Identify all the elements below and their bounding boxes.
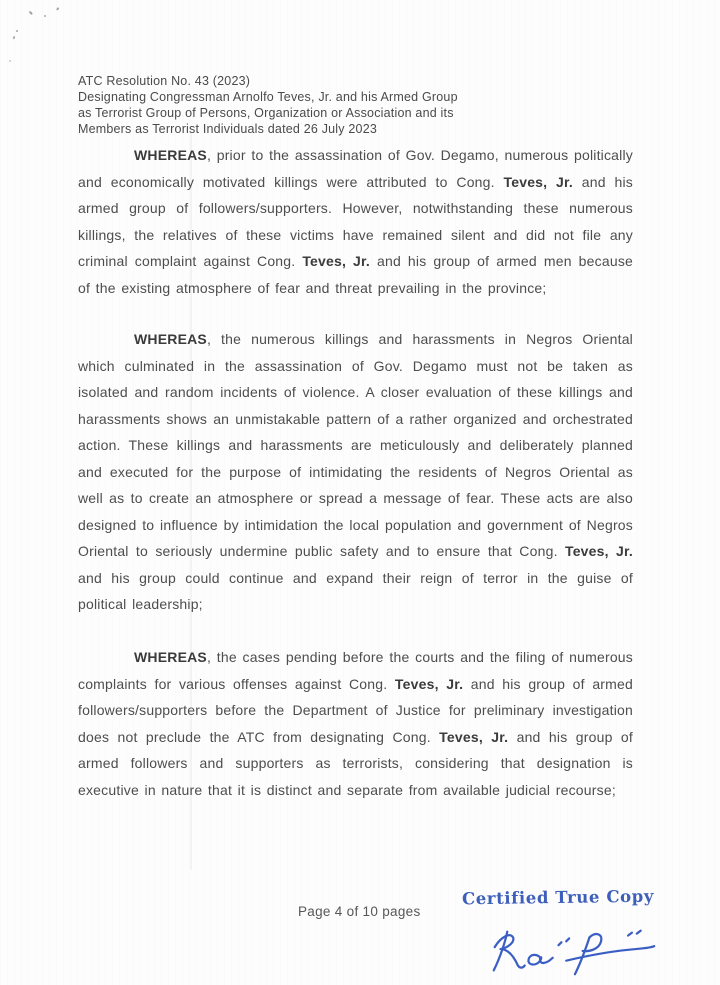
- scan-speck: [9, 60, 11, 62]
- signature: [478, 922, 668, 980]
- emphasized-text: Teves, Jr.: [439, 728, 509, 745]
- body-text: , prior to the assassination of Gov. Degamo, numerous politically and economically motivated killings were attributed to Cong.: [78, 147, 633, 190]
- scan-speck: [44, 15, 46, 17]
- whereas-paragraph-1: [78, 142, 633, 301]
- emphasized-text: Teves, Jr.: [564, 543, 633, 559]
- body-text: and his group of armed followers/supporters before the Department of Justice for preliminary investigation does not preclude the ATC from designating Cong.: [78, 675, 633, 745]
- signature-stroke: [566, 946, 654, 961]
- body-text: , the cases pending before the courts and the filing of numerous complaints for various offenses against Cong.: [78, 649, 633, 692]
- body-text: , the numerous killings and harassments in Negros Oriental which culminated in the assassination of Gov. Degamo must not be taken as isolated and random incidents of violence. A closer evaluation of these killings and harassments shows an unmistakable pattern of a rather organized and orchestrated action. These killings and harassments are meticulously and deliberately planned and executed for the purpose of intimidating the residents of Negros Oriental as well as to create an atmosphere or spread a message of fear. These acts are also designed to influence by intimidation the local population and government of Negros Oriental to seriously undermine public safety and to ensure that Cong.: [78, 331, 633, 559]
- body-text: and his group of armed men because of the existing atmosphere of fear and threat prevailing in the province;: [78, 253, 633, 296]
- body-text: and his armed group of followers/supporters. However, notwithstanding these numerous killings, the relatives of these victims have remained silent and did not file any criminal complaint against Cong.: [78, 173, 633, 269]
- resolution-title: ATC Resolution No. 43 (2023): [78, 74, 251, 88]
- whereas-paragraph-2: [78, 326, 633, 618]
- signature-stroke: [495, 935, 525, 968]
- signature-stroke: [637, 931, 641, 934]
- signature-stroke: [559, 942, 562, 945]
- scan-speck: [29, 11, 33, 15]
- emphasized-text: WHEREAS: [134, 147, 207, 163]
- whereas-paragraph-3: [78, 644, 633, 803]
- resolution-header: [78, 73, 578, 137]
- emphasized-text: Teves, Jr.: [503, 173, 573, 190]
- page-number: Page 4 of 10 pages: [298, 904, 421, 919]
- resolution-subject-line: as Terrorist Group of Persons, Organization or Association and its: [78, 106, 454, 120]
- emphasized-text: Teves, Jr.: [302, 253, 371, 269]
- body-text: and his group could continue and expand their reign of terror in the guise of political leadership;: [78, 569, 633, 612]
- emphasized-text: WHEREAS: [134, 649, 207, 665]
- scan-speck: [56, 7, 59, 10]
- resolution-subject-line: Designating Congressman Arnolfo Teves, Jr. and his Armed Group: [78, 90, 458, 104]
- signature-stroke: [528, 955, 552, 965]
- signature-stroke: [628, 933, 632, 936]
- certified-true-copy-stamp: Certified True Copy: [461, 886, 655, 909]
- signature-stroke: [566, 938, 569, 941]
- emphasized-text: Teves, Jr.: [394, 675, 464, 692]
- body-text: and his group of armed followers and supporters as terrorists, considering that designation is executive in nature that it is distinct and separate from available judicial recourse;: [78, 728, 633, 798]
- resolution-subject-line: Members as Terrorist Individuals dated 26 July 2023: [78, 122, 378, 136]
- scan-speck: [13, 36, 15, 39]
- scan-speck: [16, 30, 18, 32]
- emphasized-text: WHEREAS: [134, 331, 207, 347]
